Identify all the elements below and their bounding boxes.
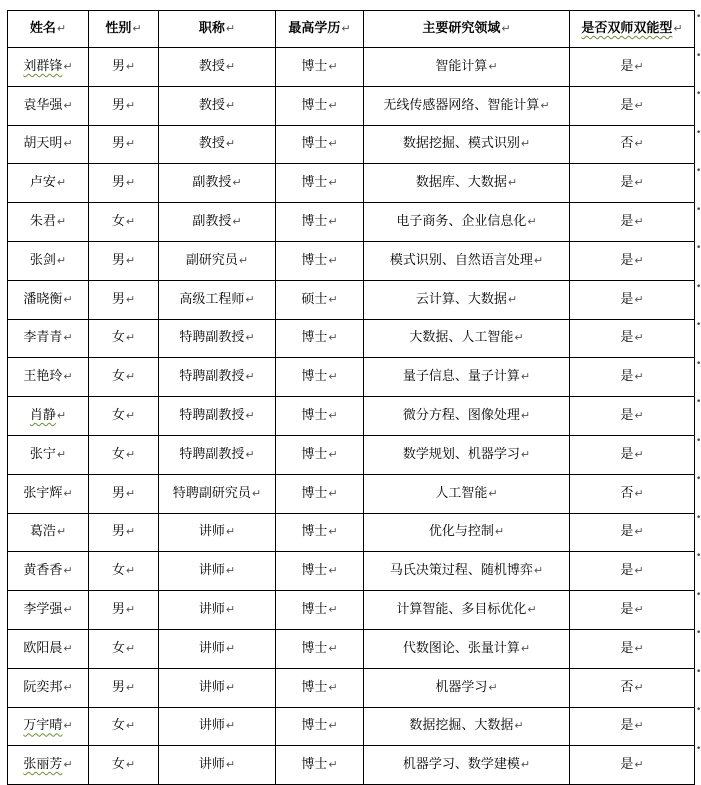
paragraph-mark-icon: ↵ <box>634 564 644 578</box>
cell-degree: 博士↵ <box>276 474 364 513</box>
paragraph-mark-icon: ↵ <box>520 370 531 384</box>
paragraph-mark-icon: ↵ <box>328 215 338 229</box>
row-end-mark-icon: • <box>696 743 701 754</box>
cell-title: 副教授↵ <box>159 164 276 203</box>
cell-gender: 男↵ <box>89 513 159 552</box>
table-row <box>8 668 695 707</box>
paragraph-mark-icon: ↵ <box>63 59 73 73</box>
row-end-mark-icon: • <box>696 50 701 61</box>
cell-degree: 博士↵ <box>276 668 364 707</box>
paragraph-mark-icon: ↵ <box>328 292 338 306</box>
paragraph-mark-icon: ↵ <box>328 137 338 151</box>
paragraph-mark-icon: ↵ <box>63 603 73 617</box>
cell-research-field: 数据挖掘、大数据↵ <box>364 707 570 746</box>
cell-degree: 博士↵ <box>276 86 364 125</box>
header-degree: 最高学历↵ <box>276 11 364 48</box>
row-end-mark-icon: • <box>696 666 701 677</box>
cell-title: 特聘副研究员↵ <box>159 474 276 513</box>
paragraph-mark-icon: ↵ <box>634 137 644 151</box>
row-end-mark-icon: • <box>696 12 701 22</box>
paragraph-mark-icon: ↵ <box>56 176 67 190</box>
cell-gender: 女↵ <box>89 707 159 746</box>
paragraph-mark-icon: ↵ <box>125 486 136 500</box>
paragraph-mark-icon: ↵ <box>488 486 498 500</box>
header-name: 姓名↵ <box>8 11 89 48</box>
cell-degree: 博士↵ <box>276 241 364 280</box>
table-row <box>8 280 695 319</box>
cell-name: 张宁↵ <box>8 435 89 474</box>
paragraph-mark-icon: ↵ <box>125 641 136 655</box>
row-end-mark-icon: • <box>696 89 701 99</box>
row-end-mark-icon: • <box>696 281 701 292</box>
cell-degree: 博士↵ <box>276 746 364 785</box>
cell-dual-qualified: 是↵ <box>570 629 695 668</box>
table-row <box>8 707 695 746</box>
paragraph-mark-icon: ↵ <box>125 525 136 539</box>
cell-dual-qualified: 是↵ <box>570 435 695 474</box>
paragraph-mark-icon: ↵ <box>634 370 644 384</box>
paragraph-mark-icon: ↵ <box>245 292 255 306</box>
cell-dual-qualified: 是↵ <box>570 552 695 591</box>
cell-research-field: 数学规划、机器学习↵ <box>364 435 570 474</box>
cell-name: 潘晓衡↵ <box>8 280 89 319</box>
paragraph-mark-icon: ↵ <box>125 719 136 733</box>
header-row <box>8 11 695 48</box>
paragraph-mark-icon: ↵ <box>494 525 505 539</box>
cell-dual-qualified: 是↵ <box>570 164 695 203</box>
paragraph-mark-icon: ↵ <box>125 137 136 151</box>
cell-research-field: 微分方程、图像处理↵ <box>364 397 570 436</box>
cell-name: 张丽芳↵ <box>8 746 89 785</box>
table-row <box>8 629 695 668</box>
cell-degree: 博士↵ <box>276 629 364 668</box>
row-end-mark-icon: • <box>696 435 701 446</box>
paragraph-mark-icon: ↵ <box>634 215 644 229</box>
paragraph-mark-icon: ↵ <box>125 409 136 423</box>
cell-degree: 博士↵ <box>276 164 364 203</box>
paragraph-mark-icon: ↵ <box>125 370 136 384</box>
cell-dual-qualified: 是↵ <box>570 86 695 125</box>
paragraph-mark-icon: ↵ <box>328 331 338 345</box>
paragraph-mark-icon: ↵ <box>125 215 136 229</box>
paragraph-mark-icon: ↵ <box>634 486 644 500</box>
paragraph-mark-icon: ↵ <box>63 719 73 733</box>
header-gender: 性别↵ <box>89 11 159 48</box>
row-end-mark-icon: • <box>696 705 701 715</box>
paragraph-mark-icon: ↵ <box>507 292 518 306</box>
cell-title: 讲师↵ <box>159 746 276 785</box>
cell-title: 教授↵ <box>159 125 276 164</box>
cell-gender: 女↵ <box>89 746 159 785</box>
paragraph-mark-icon: ↵ <box>232 176 242 190</box>
cell-name: 黄香香↵ <box>8 552 89 591</box>
paragraph-mark-icon: ↵ <box>634 525 644 539</box>
header-dual-qualified: 是否双师双能型↵ <box>570 11 695 48</box>
cell-gender: 男↵ <box>89 125 159 164</box>
cell-dual-qualified: 是↵ <box>570 203 695 242</box>
cell-title: 教授↵ <box>159 48 276 87</box>
paragraph-mark-icon: ↵ <box>520 641 531 655</box>
paragraph-mark-icon: ↵ <box>238 253 249 267</box>
paragraph-mark-icon: ↵ <box>63 137 73 151</box>
paragraph-mark-icon: ↵ <box>328 758 338 772</box>
paragraph-mark-icon: ↵ <box>514 331 524 345</box>
cell-degree: 博士↵ <box>276 358 364 397</box>
paragraph-mark-icon: ↵ <box>527 215 537 229</box>
table-row <box>8 474 695 513</box>
paragraph-mark-icon: ↵ <box>328 719 338 733</box>
cell-research-field: 计算智能、多目标优化↵ <box>364 591 570 630</box>
paragraph-mark-icon: ↵ <box>634 292 644 306</box>
cell-dual-qualified: 是↵ <box>570 397 695 436</box>
paragraph-mark-icon: ↵ <box>56 253 67 267</box>
paragraph-mark-icon: ↵ <box>225 98 236 112</box>
cell-gender: 男↵ <box>89 474 159 513</box>
cell-research-field: 数据库、大数据↵ <box>364 164 570 203</box>
cell-research-field: 量子信息、量子计算↵ <box>364 358 570 397</box>
row-end-mark-icon: • <box>696 243 701 253</box>
cell-gender: 女↵ <box>89 552 159 591</box>
paragraph-mark-icon: ↵ <box>63 98 73 112</box>
paragraph-mark-icon: ↵ <box>634 447 644 461</box>
cell-title: 讲师↵ <box>159 513 276 552</box>
paragraph-mark-icon: ↵ <box>225 603 236 617</box>
cell-name: 李学强↵ <box>8 591 89 630</box>
cell-research-field: 模式识别、自然语言处理↵ <box>364 241 570 280</box>
table-row <box>8 746 695 785</box>
paragraph-mark-icon: ↵ <box>634 680 644 694</box>
cell-name: 葛浩↵ <box>8 513 89 552</box>
row-end-mark-icon: • <box>696 204 701 215</box>
cell-dual-qualified: 是↵ <box>570 358 695 397</box>
cell-gender: 女↵ <box>89 435 159 474</box>
cell-name: 朱君↵ <box>8 203 89 242</box>
table-row <box>8 203 695 242</box>
document-page <box>7 10 694 785</box>
paragraph-mark-icon: ↵ <box>634 641 644 655</box>
paragraph-mark-icon: ↵ <box>328 447 338 461</box>
paragraph-mark-icon: ↵ <box>125 253 136 267</box>
cell-gender: 女↵ <box>89 203 159 242</box>
cell-research-field: 代数图论、张量计算↵ <box>364 629 570 668</box>
header-research-field: 主要研究领域↵ <box>364 11 570 48</box>
cell-title: 副教授↵ <box>159 203 276 242</box>
paragraph-mark-icon: ↵ <box>225 564 236 578</box>
cell-gender: 男↵ <box>89 164 159 203</box>
paragraph-mark-icon: ↵ <box>328 680 338 694</box>
cell-research-field: 云计算、大数据↵ <box>364 280 570 319</box>
paragraph-mark-icon: ↵ <box>125 331 136 345</box>
table-row <box>8 513 695 552</box>
cell-dual-qualified: 是↵ <box>570 319 695 358</box>
cell-title: 高级工程师↵ <box>159 280 276 319</box>
cell-dual-qualified: 是↵ <box>570 707 695 746</box>
cell-degree: 博士↵ <box>276 707 364 746</box>
cell-research-field: 数据挖掘、模式识别↵ <box>364 125 570 164</box>
table-row <box>8 397 695 436</box>
cell-degree: 博士↵ <box>276 203 364 242</box>
paragraph-mark-icon: ↵ <box>225 137 236 151</box>
paragraph-mark-icon: ↵ <box>63 370 73 384</box>
paragraph-mark-icon: ↵ <box>328 176 338 190</box>
paragraph-mark-icon: ↵ <box>520 447 531 461</box>
paragraph-mark-icon: ↵ <box>63 564 73 578</box>
paragraph-mark-icon: ↵ <box>63 331 73 345</box>
paragraph-mark-icon: ↵ <box>488 680 498 694</box>
paragraph-mark-icon: ↵ <box>245 331 255 345</box>
paragraph-mark-icon: ↵ <box>225 59 236 73</box>
cell-degree: 博士↵ <box>276 48 364 87</box>
cell-title: 讲师↵ <box>159 591 276 630</box>
cell-gender: 男↵ <box>89 48 159 87</box>
cell-research-field: 电子商务、企业信息化↵ <box>364 203 570 242</box>
paragraph-mark-icon: ↵ <box>634 758 644 772</box>
paragraph-mark-icon: ↵ <box>125 603 136 617</box>
paragraph-mark-icon: ↵ <box>56 447 67 461</box>
cell-degree: 博士↵ <box>276 552 364 591</box>
paragraph-mark-icon: ↵ <box>634 176 644 190</box>
cell-gender: 女↵ <box>89 358 159 397</box>
cell-gender: 女↵ <box>89 397 159 436</box>
cell-dual-qualified: 是↵ <box>570 591 695 630</box>
paragraph-mark-icon: ↵ <box>125 59 136 73</box>
cell-name: 肖静↵ <box>8 397 89 436</box>
paragraph-mark-icon: ↵ <box>520 409 531 423</box>
cell-title: 讲师↵ <box>159 668 276 707</box>
cell-name: 袁华强↵ <box>8 86 89 125</box>
cell-research-field: 机器学习、数学建模↵ <box>364 746 570 785</box>
cell-name: 王艳玲↵ <box>8 358 89 397</box>
table-row <box>8 435 695 474</box>
paragraph-mark-icon: ↵ <box>56 525 67 539</box>
row-end-mark-icon: • <box>696 474 701 484</box>
paragraph-mark-icon: ↵ <box>63 292 73 306</box>
cell-name: 张宇辉↵ <box>8 474 89 513</box>
paragraph-mark-icon: ↵ <box>328 641 338 655</box>
row-end-mark-icon: • <box>696 551 701 561</box>
paragraph-mark-icon: ↵ <box>328 409 338 423</box>
cell-name: 卢安↵ <box>8 164 89 203</box>
paragraph-mark-icon: ↵ <box>245 447 255 461</box>
paragraph-mark-icon: ↵ <box>125 680 136 694</box>
paragraph-mark-icon: ↵ <box>245 370 255 384</box>
paragraph-mark-icon: ↵ <box>540 98 550 112</box>
paragraph-mark-icon: ↵ <box>533 253 544 267</box>
cell-title: 特聘副教授↵ <box>159 319 276 358</box>
paragraph-mark-icon: ↵ <box>634 719 644 733</box>
paragraph-mark-icon: ↵ <box>514 719 524 733</box>
cell-dual-qualified: 是↵ <box>570 746 695 785</box>
row-end-mark-icon: • <box>696 320 701 330</box>
paragraph-mark-icon: ↵ <box>56 215 67 229</box>
cell-degree: 博士↵ <box>276 125 364 164</box>
cell-name: 李青青↵ <box>8 319 89 358</box>
row-end-mark-icon: • <box>696 166 701 176</box>
paragraph-mark-icon: ↵ <box>634 59 644 73</box>
paragraph-mark-icon: ↵ <box>634 603 644 617</box>
paragraph-mark-icon: ↵ <box>251 486 262 500</box>
paragraph-mark-icon: ↵ <box>328 603 338 617</box>
paragraph-mark-icon: ↵ <box>225 680 236 694</box>
cell-dual-qualified: 否↵ <box>570 668 695 707</box>
cell-title: 讲师↵ <box>159 707 276 746</box>
cell-title: 讲师↵ <box>159 552 276 591</box>
paragraph-mark-icon: ↵ <box>225 758 236 772</box>
cell-degree: 硕士↵ <box>276 280 364 319</box>
paragraph-mark-icon: ↵ <box>63 680 73 694</box>
cell-name: 张剑↵ <box>8 241 89 280</box>
paragraph-mark-icon: ↵ <box>63 758 73 772</box>
cell-research-field: 机器学习↵ <box>364 668 570 707</box>
paragraph-mark-icon: ↵ <box>125 176 136 190</box>
cell-gender: 男↵ <box>89 591 159 630</box>
paragraph-mark-icon: ↵ <box>63 641 73 655</box>
paragraph-marks-margin <box>696 10 701 780</box>
cell-title: 副研究员↵ <box>159 241 276 280</box>
paragraph-mark-icon: ↵ <box>328 486 338 500</box>
row-end-mark-icon: • <box>696 589 701 600</box>
cell-research-field: 马氏决策过程、随机博弈↵ <box>364 552 570 591</box>
paragraph-mark-icon: ↵ <box>507 176 518 190</box>
cell-degree: 博士↵ <box>276 591 364 630</box>
paragraph-mark-icon: ↵ <box>328 253 338 267</box>
paragraph-mark-icon: ↵ <box>125 564 136 578</box>
cell-name: 万宇晴↵ <box>8 707 89 746</box>
cell-dual-qualified: 否↵ <box>570 125 695 164</box>
paragraph-mark-icon: ↵ <box>225 525 236 539</box>
paragraph-mark-icon: ↵ <box>245 409 255 423</box>
paragraph-mark-icon: ↵ <box>328 525 338 539</box>
paragraph-mark-icon: ↵ <box>634 98 644 112</box>
paragraph-mark-icon: ↵ <box>328 59 338 73</box>
paragraph-mark-icon: ↵ <box>125 447 136 461</box>
cell-research-field: 优化与控制↵ <box>364 513 570 552</box>
table-row <box>8 358 695 397</box>
paragraph-mark-icon: ↵ <box>527 603 537 617</box>
paragraph-mark-icon: ↵ <box>225 719 236 733</box>
cell-title: 教授↵ <box>159 86 276 125</box>
cell-gender: 女↵ <box>89 319 159 358</box>
table-row <box>8 319 695 358</box>
cell-gender: 女↵ <box>89 629 159 668</box>
paragraph-mark-icon: ↵ <box>634 253 644 267</box>
paragraph-mark-icon: ↵ <box>225 641 236 655</box>
cell-dual-qualified: 是↵ <box>570 280 695 319</box>
paragraph-mark-icon: ↵ <box>488 59 498 73</box>
cell-degree: 博士↵ <box>276 435 364 474</box>
paragraph-mark-icon: ↵ <box>328 370 338 384</box>
paragraph-mark-icon: ↵ <box>634 331 644 345</box>
table-row <box>8 48 695 87</box>
cell-dual-qualified: 是↵ <box>570 48 695 87</box>
row-end-mark-icon: • <box>696 358 701 369</box>
table-row <box>8 241 695 280</box>
cell-research-field: 无线传感器网络、智能计算↵ <box>364 86 570 125</box>
paragraph-mark-icon: ↵ <box>520 137 531 151</box>
paragraph-mark-icon: ↵ <box>63 486 73 500</box>
cell-degree: 博士↵ <box>276 397 364 436</box>
cell-name: 阮奕邦↵ <box>8 668 89 707</box>
paragraph-mark-icon: ↵ <box>634 409 644 423</box>
row-end-mark-icon: • <box>696 512 701 523</box>
table-row <box>8 125 695 164</box>
cell-dual-qualified: 是↵ <box>570 241 695 280</box>
row-end-mark-icon: • <box>696 628 701 638</box>
paragraph-mark-icon: ↵ <box>328 564 338 578</box>
table-row <box>8 86 695 125</box>
paragraph-mark-icon: ↵ <box>125 98 136 112</box>
header-title: 职称↵ <box>159 11 276 48</box>
paragraph-mark-icon: ↵ <box>56 409 67 423</box>
table-row <box>8 164 695 203</box>
paragraph-mark-icon: ↵ <box>328 98 338 112</box>
paragraph-mark-icon: ↵ <box>533 564 544 578</box>
cell-degree: 博士↵ <box>276 513 364 552</box>
cell-name: 胡天明↵ <box>8 125 89 164</box>
faculty-table <box>7 10 695 785</box>
cell-degree: 博士↵ <box>276 319 364 358</box>
paragraph-mark-icon: ↵ <box>125 758 136 772</box>
cell-title: 特聘副教授↵ <box>159 397 276 436</box>
cell-research-field: 人工智能↵ <box>364 474 570 513</box>
cell-research-field: 大数据、人工智能↵ <box>364 319 570 358</box>
cell-title: 特聘副教授↵ <box>159 358 276 397</box>
cell-name: 欧阳晨↵ <box>8 629 89 668</box>
cell-title: 特聘副教授↵ <box>159 435 276 474</box>
cell-gender: 男↵ <box>89 86 159 125</box>
row-end-mark-icon: • <box>696 127 701 138</box>
row-end-mark-icon: • <box>696 397 701 407</box>
table-row <box>8 552 695 591</box>
paragraph-mark-icon: ↵ <box>520 758 531 772</box>
table-body <box>8 48 695 785</box>
cell-name: 刘群锋↵ <box>8 48 89 87</box>
cell-gender: 男↵ <box>89 668 159 707</box>
cell-gender: 男↵ <box>89 280 159 319</box>
cell-dual-qualified: 是↵ <box>570 513 695 552</box>
paragraph-mark-icon: ↵ <box>232 215 242 229</box>
cell-title: 讲师↵ <box>159 629 276 668</box>
cell-gender: 男↵ <box>89 241 159 280</box>
cell-dual-qualified: 否↵ <box>570 474 695 513</box>
table-row <box>8 591 695 630</box>
paragraph-mark-icon: ↵ <box>125 292 136 306</box>
cell-research-field: 智能计算↵ <box>364 48 570 87</box>
